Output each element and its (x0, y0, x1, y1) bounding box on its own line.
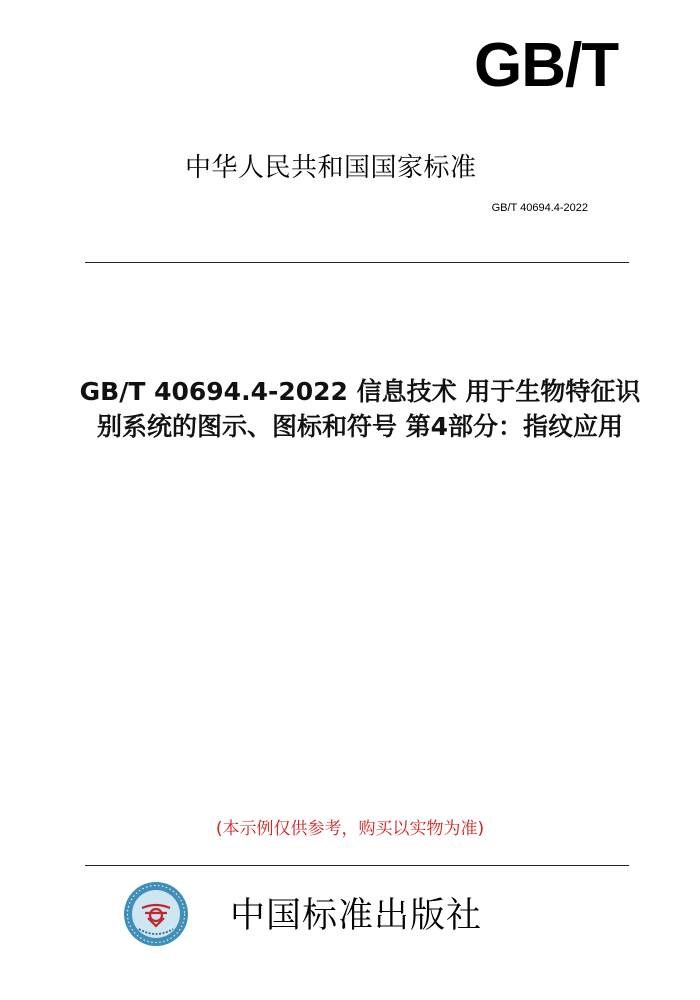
document-title (30, 374, 690, 444)
standard-number: GB/T 40694.4-2022 (491, 202, 588, 214)
document-title-line-2: 别系统的图示、图标和符号 第4部分：指纹应用 (96, 412, 624, 441)
sample-notice: (本示例仅供参考，购买以实物为准) (215, 819, 485, 839)
country-standard-title: 中华人民共和国国家标准 (185, 153, 477, 183)
publisher-name: 中国标准出版社 (230, 896, 483, 936)
document-title-line-1: GB/T 40694.4-2022 信息技术 用于生物特征识 (79, 377, 641, 406)
publisher-seal-icon (123, 881, 189, 947)
gbt-logo: GB/T (474, 31, 619, 100)
top-divider (85, 262, 629, 263)
bottom-divider (85, 865, 629, 866)
